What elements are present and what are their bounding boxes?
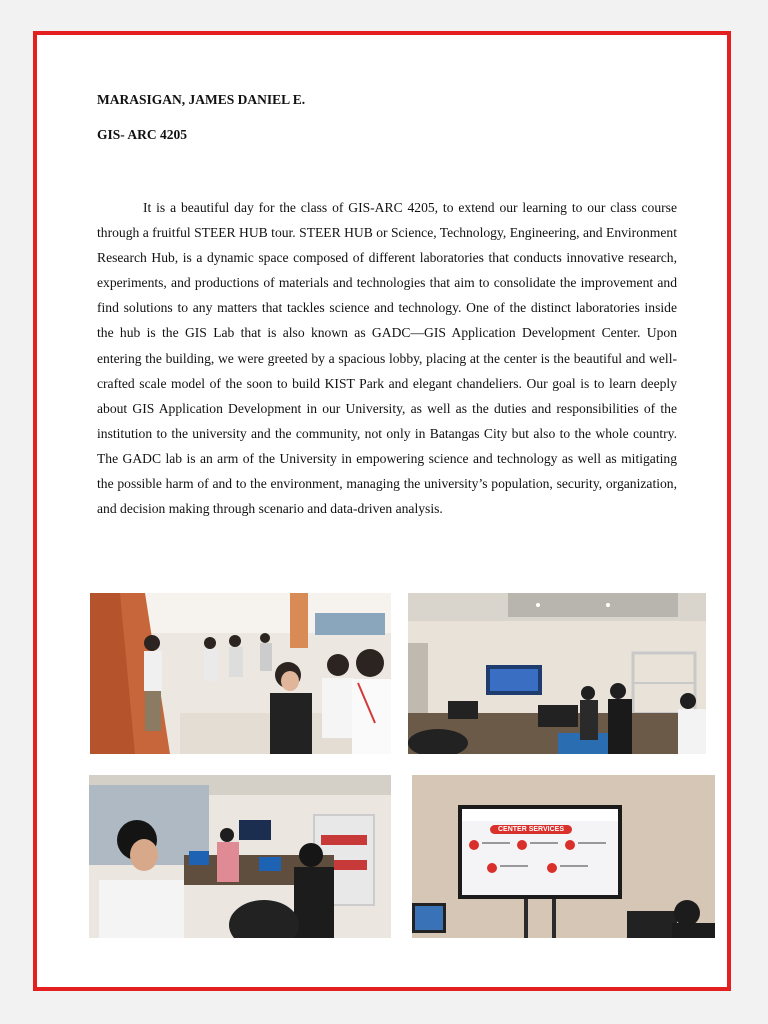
photo-lobby-students [90, 593, 391, 754]
document-page [33, 31, 731, 991]
photo-gis-lab-room [408, 593, 706, 754]
author-name: MARASIGAN, JAMES DANIEL E. [97, 92, 306, 107]
course-code: GIS- ARC 4205 [97, 127, 188, 142]
photo-students-in-lab [89, 775, 391, 938]
body-paragraph: It is a beautiful day for the class of GIS-ARC 4205, to extend our learning to our class course through a fruitful STEER HUB tour. STEER HUB or Science, Technology, Engineering, and Environment Research Hub, is a dynamic space composed of different laboratories that conducts innovative research, experiments, and productions of materials and technologies that aim to consolidate the improvement and find solutions to any matters that tackles science and technology. One of the distinct laboratories inside the hub is the GIS Lab that is also known as GADC—GIS Application Development Center. Upon entering the building, we were greeted by a spacious lobby, placing at the center is the beautiful and well-crafted scale model of the soon to build KIST Park and elegant chandeliers. Our goal is to learn deeply about GIS Application Development in our University, as well as the duties and responsibilities of the institution to the university and the community, not only in Batangas City but also to the whole country. The GADC lab is an arm of the University in empowering science and technology as well as mitigating the possible harm of and to the environment, managing the university’s population, security, organization, and decision making through scenario and data-driven analysis. [97, 200, 677, 517]
screen-title-center-services: CENTER SERVICES [490, 825, 572, 834]
photo-center-services-screen [412, 775, 715, 938]
